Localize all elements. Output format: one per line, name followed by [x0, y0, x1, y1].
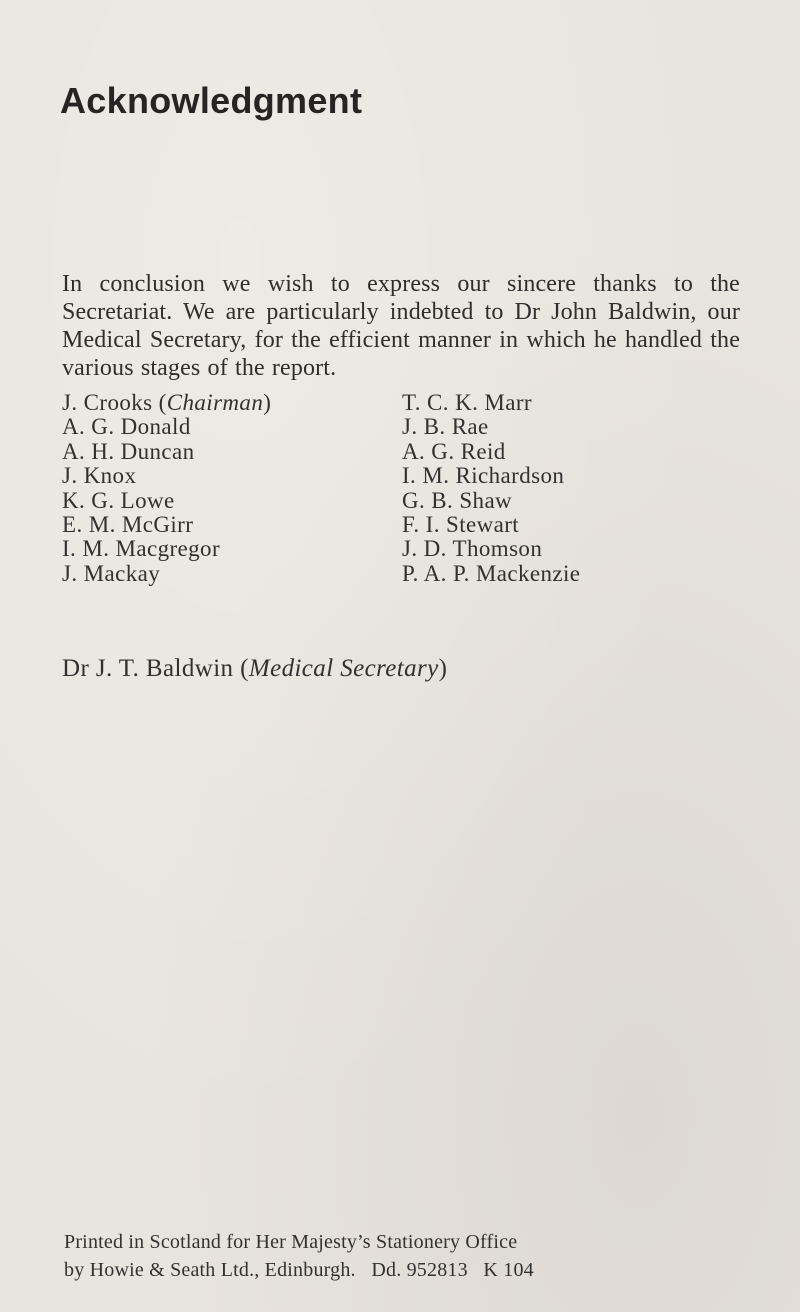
member-name: A. G. Reid: [402, 438, 506, 464]
member-role: Chairman: [166, 390, 264, 415]
member-list: [62, 391, 742, 586]
member-name: F. I. Stewart: [402, 512, 520, 538]
member-name: J. Crooks (Chairman): [62, 390, 272, 415]
intro-paragraph: In conclusion we wish to express our sincere thanks to the Secretariat. We are particularly indebted to Dr John Baldwin, our Medical Secretary, for the efficient manner in which he handled the various stages of the report.: [62, 271, 740, 381]
member-name: A. G. Donald: [62, 414, 191, 440]
secretary-name: Dr J. T. Baldwin: [62, 655, 234, 682]
printer-imprint: [64, 1228, 534, 1284]
member-name: J. Mackay: [62, 560, 161, 586]
secretary-line: Dr J. T. Baldwin (Medical Secretary): [62, 655, 448, 682]
member-column-left: [62, 391, 402, 586]
member-name: E. M. McGirr: [62, 512, 194, 538]
member-name: G. B. Shaw: [402, 487, 513, 513]
secretary-role: Medical Secretary: [248, 655, 439, 682]
imprint-line-2: by Howie & Seath Ltd., Edinburgh. Dd. 952813 K 104: [64, 1259, 534, 1281]
member-name: T. C. K. Marr: [402, 390, 532, 415]
member-name: J. D. Thomson: [402, 536, 543, 562]
member-name: A. H. Duncan: [62, 438, 195, 464]
member-name: J. B. Rae: [402, 414, 489, 440]
member-column-right: [402, 391, 742, 586]
imprint-line-1: Printed in Scotland for Her Majesty’s Stationery Office: [64, 1231, 518, 1253]
member-name: K. G. Lowe: [62, 487, 175, 513]
member-name: I. M. Macgregor: [62, 536, 221, 562]
member-name: P. A. P. Mackenzie: [402, 560, 581, 586]
page-title: Acknowledgment: [60, 80, 363, 121]
member-name: I. M. Richardson: [402, 463, 565, 489]
member-name: J. Knox: [62, 463, 137, 489]
